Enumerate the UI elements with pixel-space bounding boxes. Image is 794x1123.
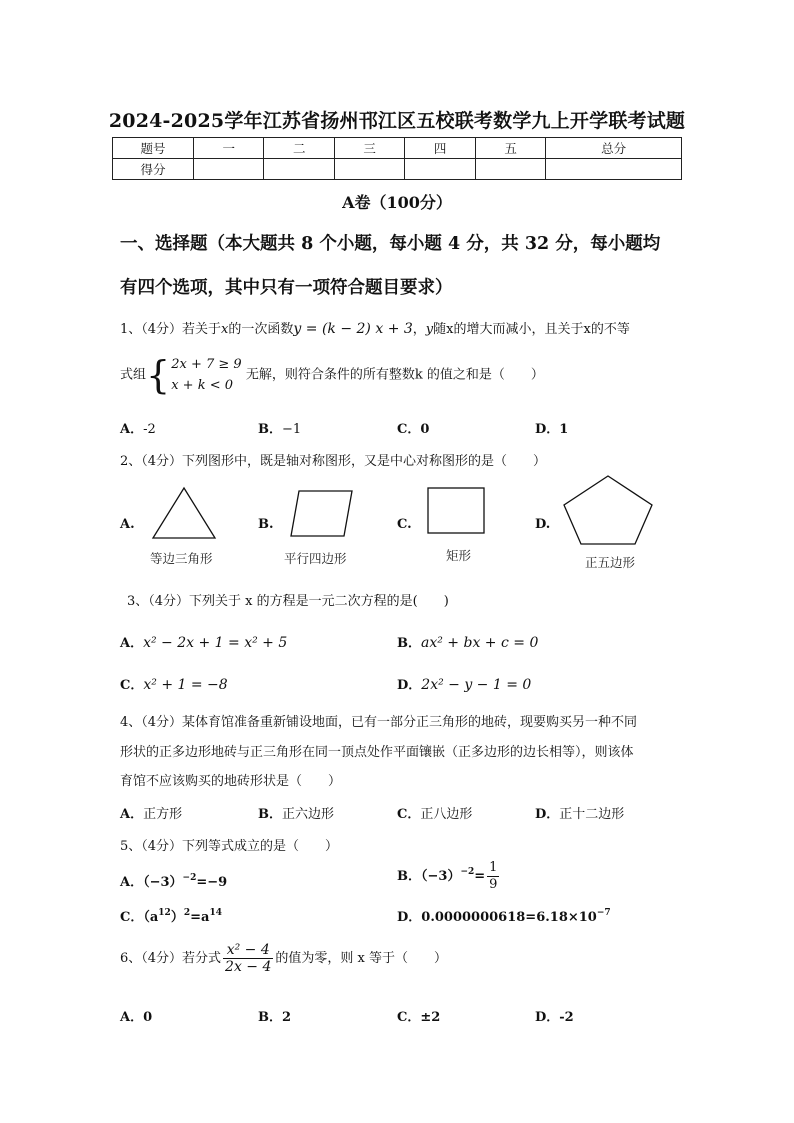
- q6-suffix: 的值为零，则 x 等于（ ）: [275, 951, 447, 966]
- question-1-line2: [120, 354, 544, 396]
- q1-var-y: y: [425, 322, 434, 337]
- score-header-cell: 题号: [113, 138, 194, 159]
- q6-option-a[interactable]: A．0: [120, 1010, 153, 1025]
- q3-option-b[interactable]: B．ax² + bx + c = 0: [397, 635, 539, 651]
- q1-comma: ，: [412, 322, 426, 337]
- q6-numerator: x² − 4: [223, 942, 273, 959]
- question-4-line1: 4、（4分）某体育馆准备重新铺设地面，已有一部分正三角形的地砖，现要购买另一种不同: [120, 715, 638, 730]
- q4-option-c[interactable]: C．正八边形: [397, 807, 473, 822]
- q2-caption-d: 正五边形: [585, 555, 636, 570]
- score-input-cell[interactable]: [546, 159, 682, 180]
- score-table-header-row: [113, 138, 682, 159]
- question-3-stem: 3、（4分）下列关于 x 的方程是一元二次方程的是( ): [127, 594, 449, 609]
- score-table: [112, 137, 682, 180]
- q3-option-d[interactable]: D．2x² − y − 1 = 0: [397, 677, 532, 693]
- score-input-cell[interactable]: [405, 159, 475, 180]
- inequality-2: x + k < 0: [171, 378, 233, 393]
- question-5-stem: 5、（4分）下列等式成立的是（ ）: [120, 839, 339, 854]
- q1-option-d[interactable]: D．1: [535, 422, 569, 437]
- parallelogram-icon: [288, 489, 358, 539]
- q2-option-b-label[interactable]: B.: [258, 517, 274, 532]
- q1-option-c[interactable]: C．0: [397, 422, 430, 437]
- q6-option-d[interactable]: D．-2: [535, 1010, 574, 1025]
- q1-option-b[interactable]: B．−1: [258, 422, 302, 437]
- score-header-cell: 五: [475, 138, 545, 159]
- question-4-line3: 育馆不应该购买的地砖形状是（ ）: [120, 774, 342, 789]
- question-4-line2: 形状的正多边形地砖与正三角形在同一顶点处作平面镶嵌（正多边形的边长相等），则该体: [120, 745, 634, 760]
- rectangle-icon: [426, 486, 486, 536]
- system-brace: {: [146, 353, 171, 397]
- q1-suffix: 随x的增大而减小，且关于x的不等: [433, 322, 630, 337]
- regular-pentagon-icon: [562, 474, 656, 546]
- q2-option-d-label[interactable]: D.: [535, 517, 551, 532]
- q6-denominator: 2x − 4: [225, 959, 272, 975]
- q5-b-fraction: $\frac{1}{9}$: [489, 860, 498, 892]
- q2-option-c-label[interactable]: C.: [397, 517, 412, 532]
- score-row-label: 得分: [113, 159, 194, 180]
- q5-option-b[interactable]: B．$(-3)^{-2}=$ $\frac{1}{9}$: [397, 860, 498, 892]
- q1-line2-suffix: 无解，则符合条件的所有整数k 的值之和是（ ）: [245, 367, 544, 383]
- score-input-cell[interactable]: [334, 159, 404, 180]
- score-input-cell[interactable]: [194, 159, 264, 180]
- equilateral-triangle-icon: [150, 486, 220, 542]
- question-6-stem: [120, 942, 447, 975]
- score-header-cell: 四: [405, 138, 475, 159]
- q2-caption-c: 矩形: [446, 548, 472, 563]
- q5-option-c[interactable]: C．$(a^{12})^2=a^{14}$: [120, 908, 222, 925]
- score-table-score-row: [113, 159, 682, 180]
- question-1-line1: [120, 318, 630, 337]
- q2-caption-b: 平行四边形: [284, 551, 347, 566]
- q1-var-x: x: [221, 322, 229, 337]
- q6-fraction: [223, 942, 273, 975]
- paper-title: A卷（100分）: [342, 193, 452, 212]
- section-heading-line2: 有四个选项，其中只有一项符合题目要求）: [120, 278, 453, 298]
- q5-option-a[interactable]: A．$(-3)^{-2}=-9$: [120, 873, 228, 890]
- q3-option-a[interactable]: A．x² − 2x + 1 = x² + 5: [120, 635, 288, 651]
- q6-prefix: 6、（4分）若分式: [120, 951, 222, 966]
- q3-option-c[interactable]: C．x² + 1 = −8: [120, 677, 228, 693]
- q2-option-a-label[interactable]: A.: [120, 517, 135, 532]
- score-header-cell: 一: [194, 138, 264, 159]
- score-input-cell[interactable]: [475, 159, 545, 180]
- q4-option-b[interactable]: B．正六边形: [258, 807, 335, 822]
- inequality-1: 2x + 7 ≥ 9: [171, 357, 242, 372]
- score-header-cell: 总分: [546, 138, 682, 159]
- score-header-cell: 三: [334, 138, 404, 159]
- q1-mid: 的一次函数: [228, 322, 294, 337]
- q4-option-d[interactable]: D．正十二边形: [535, 807, 625, 822]
- q6-option-c[interactable]: C．±2: [397, 1010, 441, 1025]
- question-2-stem: 2、（4分）下列图形中，既是轴对称图形，又是中心对称图形的是（ ）: [120, 454, 547, 469]
- q1-line2-prefix: 式组: [120, 367, 147, 383]
- inequality-system: [171, 354, 241, 396]
- score-input-cell[interactable]: [264, 159, 334, 180]
- exam-title: 2024-2025学年江苏省扬州邗江区五校联考数学九上开学联考试题: [108, 110, 686, 132]
- q2-caption-a: 等边三角形: [150, 551, 213, 566]
- q1-function: y = (k − 2) x + 3: [293, 321, 413, 337]
- q4-option-a[interactable]: A．正方形: [120, 807, 183, 822]
- q5-option-d[interactable]: D．$0.0000000618=6.18\times 10^{-7}$: [397, 908, 611, 925]
- q6-option-b[interactable]: B．2: [258, 1010, 292, 1025]
- section-heading-line1: 一、选择题（本大题共 8 个小题，每小题 4 分，共 32 分，每小题均: [120, 234, 661, 254]
- q1-option-a[interactable]: A．-2: [120, 422, 156, 437]
- q1-prefix: 1、（4分）若关于: [120, 322, 222, 337]
- score-header-cell: 二: [264, 138, 334, 159]
